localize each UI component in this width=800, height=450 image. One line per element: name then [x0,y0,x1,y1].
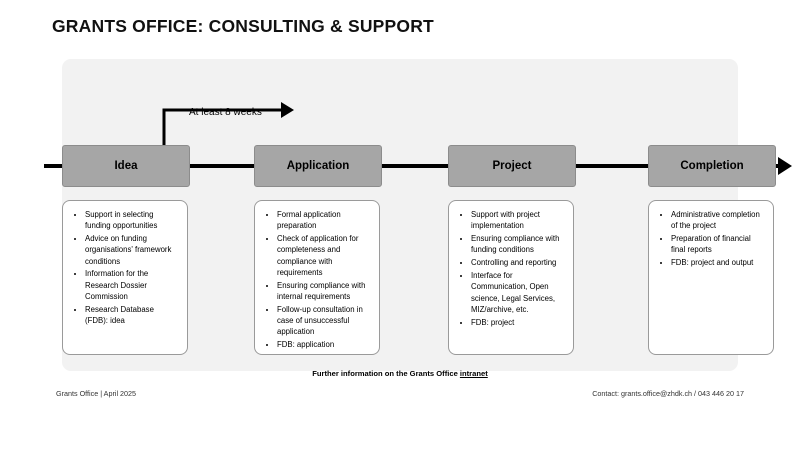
list-item: • Advice on funding organisations' framework conditions [85,233,179,267]
list-item: • Formal application preparation [277,209,371,232]
stage-label-application: Application [286,160,350,172]
list-item: • Support with project implementation [471,209,565,232]
list-item: • Administrative completion of the project [671,209,765,232]
list-item: • Controlling and reporting [471,257,565,268]
list-item: • Research Database (FDB): idea [85,304,179,327]
list-item: • FDB: project [471,317,565,328]
list-item: • Follow-up consultation in case of unsuccessful application [277,304,371,338]
stage-label-idea: Idea [114,160,138,172]
footer-note [0,369,800,378]
list-item: • Ensuring compliance with internal requirements [277,280,371,303]
list-item: • Support in selecting funding opportunities [85,209,179,232]
footer-right-contact: Contact: grants.office@zhdk.ch / 043 446 20 17 [592,389,744,398]
bullet-list-application [259,209,371,351]
list-item: • Information for the Research Dossier Commission [85,268,179,302]
eight-weeks-label: At least 8 weeks [189,107,262,118]
details-card-completion [648,200,774,355]
list-item: • Preparation of financial final reports [671,233,765,256]
stage-box-application[interactable] [254,145,382,187]
list-item: • Interface for Communication, Open science, Legal Services, MIZ/archive, etc. [471,270,565,315]
list-item: • FDB: application [277,339,371,350]
stage-box-completion[interactable] [648,145,776,187]
list-item: • Check of application for completeness and compliance with requirements [277,233,371,278]
footer-note-text: Further information on the Grants Office [312,369,460,378]
details-card-application [254,200,380,355]
intranet-link[interactable]: intranet [459,369,488,378]
page-title: GRANTS OFFICE: CONSULTING & SUPPORT [52,16,434,36]
bullet-list-idea [67,209,179,326]
details-card-idea [62,200,188,355]
details-card-project [448,200,574,355]
bullet-list-project [453,209,565,328]
stage-label-project: Project [492,160,532,172]
stage-box-project[interactable] [448,145,576,187]
stage-label-completion: Completion [680,160,744,172]
process-arrow-head-icon [778,157,792,175]
list-item: • FDB: project and output [671,257,765,268]
footer-left-text: Grants Office | April 2025 [56,389,137,398]
list-item: • Ensuring compliance with funding conditions [471,233,565,256]
stage-box-idea[interactable] [62,145,190,187]
bullet-list-completion [653,209,765,268]
